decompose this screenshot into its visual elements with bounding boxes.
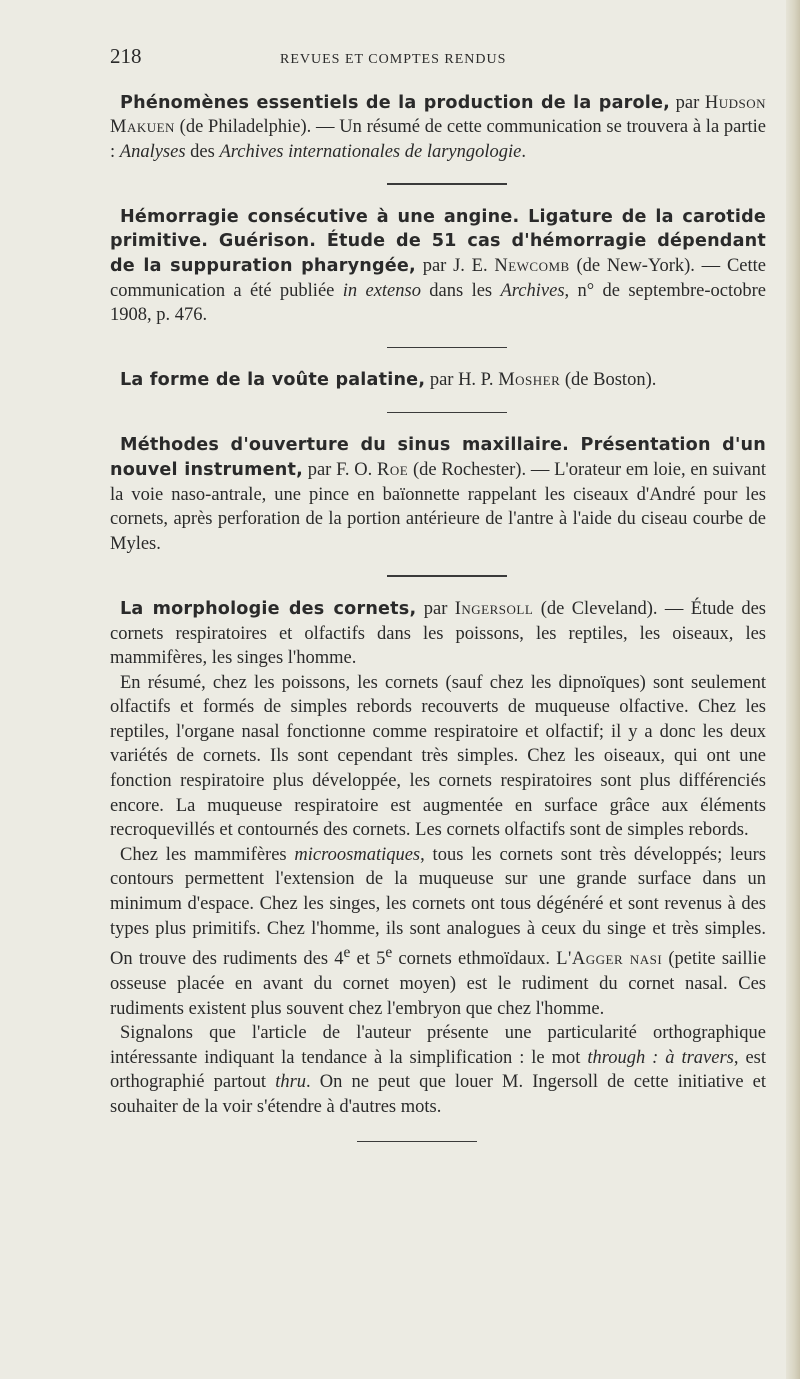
article-cornets-paragraph: En résumé, chez les poissons, les cornets (sauf chez les dipnoïques) sont seulement olfactifs et formés de simples rebords recouverts de muqueuse olfactive. Chez les reptiles, l'organe nasal fonctionne comme respiratoire et olfactif; il y a donc les deux variétés de cornets. Ils sont cependant très simples. Chez les oiseaux, qui ont une fonction respiratoire plus développée, les cornets respiratoires sont plus différenciés encore. La muqueuse respiratoire est augmentée en surface grâce aux éléments recroquevillés et contournés des cornets. Les cornets olfactifs sont de simples rebords. [110, 672, 766, 841]
journal-page [110, 44, 766, 1162]
section-divider [387, 347, 507, 349]
section-divider [387, 183, 507, 185]
article-voute-text: La forme de la voûte palatine, par H. P. Mosher (de Boston). [120, 370, 657, 391]
article-title: La morphologie des cornets, [120, 598, 417, 619]
article-parole [110, 91, 766, 165]
article-hemorragie [110, 205, 766, 328]
page-header [110, 44, 766, 73]
article-cornets-paragraph: Chez les mammifères microosmatiques, tous les cornets sont très développés; leurs contours permettent l'extension de la muqueuse sur une grande surface dans un minimum d'espace. Chez les singes, les cornets ont tous dégénéré et sont revenus à des types plus primitifs. Chez l'homme, ils sont analogues à ceux du singe et très simples. On trouve des rudiments des 4e et 5e cornets ethmoïdaux. L'Agger nasi (petite saillie osseuse placée en avant du cornet moyen) est le rudiment du cornet nasal. Ces rudiments existent plus souvent chez l'embryon que chez l'homme. [110, 844, 767, 1019]
article-sinus-text: Méthodes d'ouverture du sinus maxillaire. Présentation d'un nouvel instrument, par F. O. Roe (de Rochester). — L'orateur em loie, en suivant la voie naso-antrale, une pince en baïonnette rappelant les ciseaux d'André pour les cornets, après perforation de la portion antérieure de l'antre à l'aide du ciseau courbe de Myles. [110, 435, 766, 554]
article-sinus-maxillaire [110, 433, 766, 556]
author-name: Ingersoll [454, 598, 534, 619]
page-edge-shadow [786, 0, 800, 1379]
article-parole-text: Phénomènes essentiels de la production de la parole, par Hudson Makuen (de Philadelphie). — Un résumé de cette communication se trouvera à la partie : Analyses des Archives internationales de laryngologie. [110, 92, 767, 162]
article-title: Méthodes d'ouverture du sinus maxillaire. Présentation d'un nouvel instrument, [110, 435, 766, 481]
running-head: REVUES ET COMPTES RENDUS [280, 52, 507, 67]
article-title: La forme de la voûte palatine, [120, 370, 426, 391]
author-name: Roe [377, 460, 409, 481]
author-name: Hudson Makuen [110, 92, 767, 138]
article-cornets-intro: La morphologie des cornets, par Ingersoll (de Cleveland). — Étude des cornets respiratoires et olfactifs dans les poissons, les reptiles, les oiseaux, les mammifères, les singes l'homme. [110, 598, 766, 669]
section-divider [357, 1141, 477, 1143]
article-hemorragie-text: Hémorragie consécutive à une angine. Ligature de la carotide primitive. Guérison. Étude de 51 cas d'hémorragie dépendant de la suppuration pharyngée, par J. E. Newcomb (de New-York). — Cette communication a été publiée in extenso dans les Archives, n° de septembre-octobre 1908, p. 476. [110, 206, 766, 326]
article-cornets-paragraph: Signalons que l'article de l'auteur présente une particularité orthographique intéressante indiquant la tendance à la simplification : le mot through : à travers, est orthographié partout thru. On ne peut que louer M. Ingersoll de cette initiative et souhaiter de la voir s'étendre à d'autres mots. [110, 1023, 766, 1117]
article-voute-palatine [110, 368, 766, 393]
section-divider [387, 412, 507, 414]
page-number: 218 [110, 44, 142, 68]
article-cornets [110, 597, 766, 1120]
author-name: Newcomb [494, 256, 570, 277]
article-title: Phénomènes essentiels de la production de la parole, [120, 92, 671, 113]
section-divider [387, 575, 507, 577]
author-name: Mosher [498, 370, 561, 391]
article-title: Hémorragie consécutive à une angine. Ligature de la carotide primitive. Guérison. Étude de 51 cas d'hémorragie dépendant de la suppuration pharyngée, [110, 206, 766, 277]
